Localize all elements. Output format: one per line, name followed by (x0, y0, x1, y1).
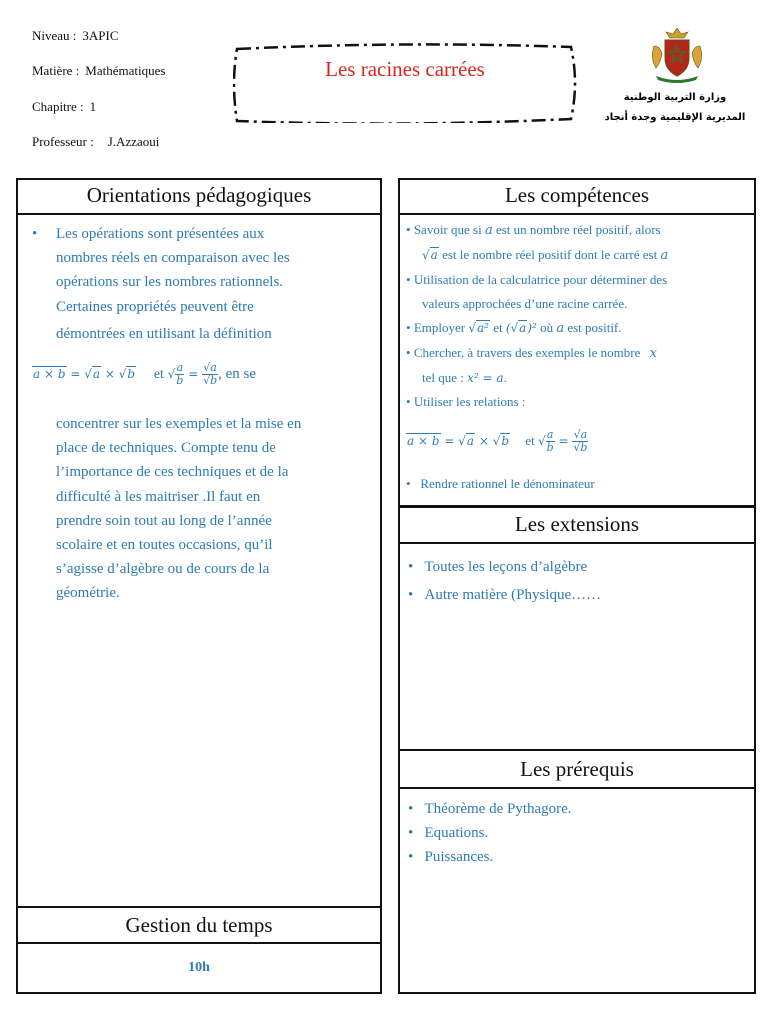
extensions-heading: Les extensions (400, 507, 754, 544)
gestion-heading: Gestion du temps (18, 908, 380, 944)
title-box (233, 43, 577, 123)
orientations-heading: Orientations pédagogiques (18, 180, 380, 215)
orientations-line: géométrie. (56, 585, 120, 602)
orientations-line: démontrées en utilisant la définition (56, 325, 272, 342)
title-frame (233, 43, 577, 123)
prerequis-content (408, 797, 572, 869)
prerequis-item: • Equations. (408, 825, 489, 841)
formula-et: et (153, 367, 164, 383)
ministry-line-1: وزارة التربية الوطنية (623, 92, 727, 103)
prerequis-item: • Puissances. (408, 849, 494, 865)
orientations-content (32, 222, 378, 606)
orientations-line: place de techniques. Compte tenu de (56, 440, 276, 457)
competence-item-cont: tel que : x² = a. (422, 370, 507, 385)
orientations-line: l’importance de ces techniques et de la (56, 464, 289, 481)
extension-item: • Autre matière (Physique…… (408, 587, 602, 603)
matiere-label: Matière : (32, 63, 80, 78)
niveau-line (32, 28, 119, 44)
matiere-line (32, 63, 165, 79)
competence-item: • Chercher, à travers des exemples le nombre x (406, 345, 657, 361)
professeur-value: J.Azzaoui (107, 134, 160, 149)
extension-item: • Toutes les leçons d’algèbre (408, 559, 588, 575)
prerequis-box (398, 749, 756, 994)
competence-item: • Savoir que si a est un nombre réel positif, alors (406, 222, 661, 238)
prerequis-item: • Théorème de Pythagore. (408, 801, 572, 817)
gestion-value: 10h (188, 960, 210, 975)
orientations-box (16, 178, 382, 908)
orientations-line: prendre soin tout au long de l’année (56, 512, 272, 529)
ministry-line-2: المديرية الإقليمية وجدة أنجاد (604, 112, 746, 123)
orientations-line: opérations sur les nombres rationnels. (56, 274, 284, 291)
orientations-bullet: • (32, 226, 38, 242)
chapitre-line (32, 99, 96, 115)
matiere-value: Mathématiques (85, 63, 166, 78)
page-title: Les racines carrées (325, 57, 485, 81)
competence-formula: a × b = √a × √b et √ $\frac{a}{b}$ = $\frac{√a}{√b}$ (407, 428, 588, 454)
gestion-box (16, 906, 382, 994)
orientations-line: Certaines propriétés peuvent être (56, 298, 254, 315)
coat-of-arms-icon (646, 24, 708, 86)
chapitre-label: Chapitre : (32, 99, 84, 114)
chapitre-value: 1 (89, 99, 97, 114)
competence-item: • Employer √a² et (√a)² où a est positif. (406, 320, 622, 336)
orientations-line: concentrer sur les exemples et la mise en (56, 416, 302, 433)
extensions-box (398, 505, 756, 751)
extensions-content (408, 553, 601, 609)
prerequis-heading: Les prérequis (400, 751, 754, 789)
niveau-label: Niveau : (32, 28, 77, 43)
orientations-line: Les opérations sont présentées aux (56, 226, 265, 242)
orientations-line: s’agisse d’algèbre ou de cours de la (56, 561, 270, 578)
orientations-formula: a × b = √a × √b et √ $\frac{a}{b}$ = $\frac{√a}{√b}$ , en se (33, 361, 257, 388)
competence-item-cont: √a est le nombre réel positif dont le carré est a (422, 247, 669, 263)
professeur-line (32, 134, 159, 150)
niveau-value: 3APIC (82, 28, 119, 43)
competences-content (406, 218, 754, 496)
orientations-line: nombres réels en comparaison avec les (56, 250, 290, 267)
orientations-line: scolaire et en toutes occasions, qu’il (56, 537, 273, 554)
competence-item: • Utilisation de la calculatrice pour déterminer des (406, 272, 668, 287)
competences-heading: Les compétences (400, 180, 754, 215)
competences-box (398, 178, 756, 508)
competence-item: • Utiliser les relations : (406, 394, 526, 409)
professeur-label: Professeur : (32, 134, 94, 149)
orientations-line: difficulté à les maitriser .Il faut en (56, 488, 261, 505)
competence-item-cont: valeurs approchées d’une racine carrée. (422, 296, 628, 311)
formula-suffix: , en se (218, 366, 257, 383)
ministry-text (600, 88, 750, 128)
competence-item: • Rendre rationnel le dénominateur (406, 476, 595, 491)
